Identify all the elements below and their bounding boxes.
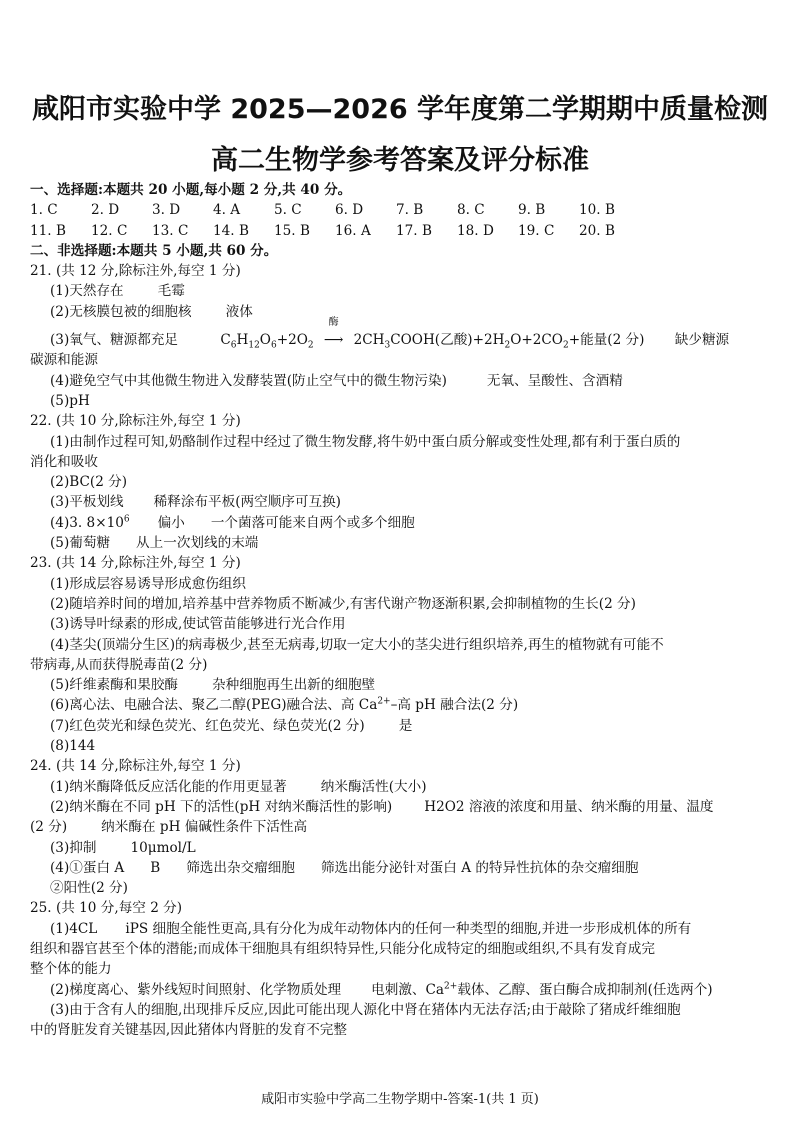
answer-text: 筛选出能分泌针对蛋白 A 的特异性抗体的杂交瘤细胞 [320,859,639,876]
q22-answer-3 [30,492,775,512]
answer-text: (5)葡萄糖 [50,535,111,552]
mc-answer: 5. C [274,202,302,219]
answer-text: 电刺激、Ca [371,981,445,998]
answer-text: (4)①蛋白 A [50,859,125,876]
enzyme-label: 酶 [328,317,339,329]
answer-text: 纳米酶在 pH 偏碱性条件下活性高 [101,819,308,836]
superscript: 2+ [377,696,391,707]
answer-text: (2)纳米酶在不同 pH 下的活性(pH 对纳米酶活性的影响) [50,798,393,815]
mc-answer: 10. B [579,202,615,219]
answer-text: (4)3. 8×10 [50,514,124,531]
q25-answer-1 [30,919,775,939]
mc-answer: 3. D [152,202,181,219]
answer-text: 载体、乙醇、蛋白酶合成抑制剂(任选两个) [457,981,713,998]
mc-answer: 4. A [213,202,241,219]
mc-answer: 12. C [91,222,128,239]
q23-answer-2: (2)随培养时间的增加,培养基中营养物质不断减少,有害代谢产物逐渐积累,会抑制植物的生长(2 分) [50,595,636,612]
answer-text: 是 [398,717,413,734]
mc-answer: 18. D [457,222,494,239]
mc-answer: 11. B [30,222,66,239]
answer-text: H2O2 溶液的浓度和用量、纳米酶的用量、温度 [424,798,714,815]
q25-answer-3: (3)由于含有人的细胞,出现排斥反应,因此可能出现人源化中肾在猪体内无法存活;由于敲除了猪成纤维细胞 [50,1001,681,1018]
mc-answer: 16. A [335,222,371,239]
mc-answer: 19. C [518,222,555,239]
answer-text: 偏小 [157,514,185,531]
answer-text: 稀释涂布平板(两空顺序可互换) [153,494,341,511]
answer-text: (1)天然存在 [50,283,124,300]
q24-answer-4-cont: ②阳性(2 分) [50,880,128,897]
mc-answer: 17. B [396,222,432,239]
answer-text: (6)离心法、电融合法、聚乙二醇(PEG)融合法、高 Ca [50,697,378,714]
answer-text: 毛霉 [157,283,185,300]
chemical-equation: $C_6H_{12}O_6+2O_2$ 酶 ⟶ $2CH_3COOH$(乙酸)$+2H_2O+2CO_2+$能量(2 分) [220,317,645,351]
q21-answer-1 [30,281,775,301]
q23-answer-4-cont: 带病毒,从而获得脱毒苗(2 分) [30,656,208,673]
q23-answer-4: (4)茎尖(顶端分生区)的病毒极少,甚至无病毒,切取一定大小的茎尖进行组织培养,再生的植物就有可能不 [50,636,664,653]
answer-text: (1)纳米酶降低反应活化能的作用更显著 [50,778,287,795]
q21-heading: 21. (共 12 分,除标注外,每空 1 分) [30,263,241,280]
answer-text: 筛选出杂交瘤细胞 [186,859,295,876]
q23-answer-1: (1)形成层容易诱导形成愈伤组织 [50,575,246,592]
q23-heading: 23. (共 14 分,除标注外,每空 1 分) [30,555,241,572]
answer-text: (5)纤维素酶和果胶酶 [50,677,179,694]
q24-heading: 24. (共 14 分,除标注外,每空 1 分) [30,758,241,775]
q25-answer-2 [30,980,775,1000]
answer-text: (2 分) [30,819,68,836]
page-title: 咸阳市实验中学 2025—2026 学年度第二学期期中质量检测 [31,94,769,125]
answer-text: 缺少糖源 [674,332,730,349]
mc-answer: 6. D [335,202,364,219]
q23-answer-7 [30,716,775,736]
answer-text: 一个菌落可能来自两个或多个细胞 [210,514,415,531]
mc-answers-row1 [30,200,775,220]
enzyme-arrow: 酶 ⟶ [314,330,354,350]
q24-answer-4 [30,858,775,878]
page-subtitle: 高二生物学参考答案及评分标准 [211,145,589,176]
mc-answer: 2. D [91,202,120,219]
answer-text: (4)避免空气中其他微生物进入发酵装置(防止空气中的微生物污染) [50,372,447,389]
section1-heading: 一、选择题:本题共 20 小题,每小题 2 分,共 40 分。 [30,182,352,198]
section2-heading: 二、非选择题:本题共 5 小题,共 60 分。 [30,242,278,259]
answer-text: (2)无核膜包被的细胞核 [50,303,192,320]
answer-body [30,180,775,1040]
q24-answer-1 [30,777,775,797]
mc-answer: 14. B [213,222,249,239]
q25-heading: 25. (共 10 分,每空 2 分) [30,900,183,917]
mc-answer: 13. C [152,222,189,239]
q25-answer-3-cont: 中的肾脏发育关键基因,因此猪体内肾脏的发育不完整 [30,1022,347,1039]
q25-answer-1-cont: 组织和器官甚至个体的潜能;而成体干细胞具有组织特异性,只能分化成特定的细胞或组织,不具有发育成完 [30,940,655,957]
page-footer: 咸阳市实验中学高二生物学期中-答案-1(共 1 页) [261,1092,539,1107]
q23-answer-5 [30,675,775,695]
q22-answer-5 [30,533,775,553]
q24-answer-3 [30,838,775,858]
mc-answer: 7. B [396,202,424,219]
mc-answer: 8. C [457,202,485,219]
q25-answer-1-cont2: 整个体的能力 [30,961,112,978]
answer-text: iPS 细胞全能性更高,具有分化为成年动物体内的任何一种类型的细胞,并进一步形成机体的所有 [125,920,692,937]
answer-text: (3)抑制 [50,839,97,856]
answer-text: 纳米酶活性(大小) [320,778,427,795]
answer-text: B [150,859,161,876]
answer-text: (2)梯度离心、紫外线短时间照射、化学物质处理 [50,981,342,998]
answer-text: 液体 [225,303,253,320]
q23-answer-3: (3)诱导叶绿素的形成,使试管苗能够进行光合作用 [50,616,346,633]
answer-text: (3)氧气、糖源都充足 [50,332,179,349]
answer-text: –高 pH 融合法(2 分) [390,697,519,714]
q22-answer-1-cont: 消化和吸收 [30,453,98,470]
mc-answer: 20. B [579,222,615,239]
q21-answer-5: (5)pH [50,392,90,409]
mc-answers-row2 [30,221,775,241]
mc-answer: 9. B [518,202,546,219]
q21-answer-2 [30,302,775,322]
answer-text: 从上一次划线的末端 [136,535,259,552]
q24-answer-2-cont [30,817,775,837]
q24-answer-2 [30,797,775,817]
q21-answer-3 [30,317,775,351]
answer-text: 杂种细胞再生出新的细胞壁 [212,677,376,694]
answer-text: (3)平板划线 [50,494,124,511]
answer-text: (7)红色荧光和绿色荧光、红色荧光、绿色荧光(2 分) [50,717,365,734]
superscript: 2+ [444,981,458,992]
superscript: 6 [123,514,130,525]
q22-answer-4 [30,513,775,533]
q23-answer-8: (8)144 [50,738,96,755]
q22-heading: 22. (共 10 分,除标注外,每空 1 分) [30,413,241,430]
answer-text: 无氧、呈酸性、含酒精 [486,372,623,389]
mc-answer: 15. B [274,222,310,239]
q22-answer-1: (1)由制作过程可知,奶酪制作过程中经过了微生物发酵,将牛奶中蛋白质分解或变性处理,都有利于蛋白质的 [50,433,681,450]
answer-text: 10μmol/L [130,839,196,856]
mc-answer: 1. C [30,202,58,219]
q22-answer-2: (2)BC(2 分) [50,474,128,491]
answer-text: (1)4CL [50,920,98,937]
q23-answer-6 [30,695,775,715]
q21-answer-4 [30,371,775,391]
q21-answer-3-cont: 碳源和能源 [30,352,98,369]
